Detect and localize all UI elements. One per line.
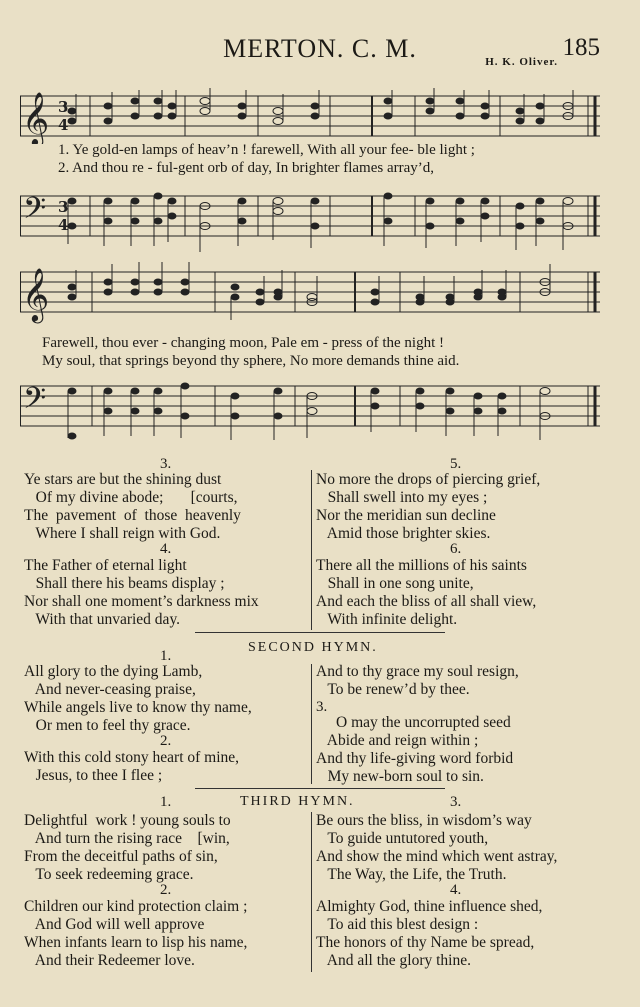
page-number: 185 <box>562 34 600 61</box>
third-hymn-heading: THIRD HYMN. <box>240 794 355 809</box>
lyric-line: My soul, that springs beyond thy sphere, No more demands thine aid. <box>42 353 460 369</box>
music-staff-bass-1 <box>20 180 605 258</box>
lyric-line: 2. And thou re - ful-gent orb of day, In brighter flames array’d, <box>58 160 434 176</box>
verse-line: Delightful work ! young souls to <box>24 812 231 829</box>
svg-text:𝄞: 𝄞 <box>22 267 50 321</box>
verse-line: And to thy grace my soul resign, <box>316 663 519 680</box>
verse-line: Abide and reign within ; <box>316 732 479 749</box>
verse-number: 1. <box>160 648 172 664</box>
verse-line: And all the glory thine. <box>316 952 471 969</box>
music-staff-treble-2 <box>20 262 605 332</box>
verse-line: Children our kind protection claim ; <box>24 898 248 915</box>
verse-line: Nor shall one moment’s darkness mix <box>24 593 259 610</box>
verse-line: Of my divine abode; [courts, <box>24 489 238 506</box>
verse-line: Shall there his beams display ; <box>24 575 225 592</box>
verse-number: 4. <box>160 541 172 557</box>
verse-line: With that unvaried day. <box>24 611 181 628</box>
verse-line: With infinite delight. <box>316 611 458 628</box>
verse-line: Amid those brighter skies. <box>316 525 491 542</box>
verse-line: O may the uncorrupted seed <box>336 714 511 731</box>
verse-line: Shall swell into my eyes ; <box>316 489 488 506</box>
verse-number: 5. <box>450 456 462 472</box>
verse-line: All glory to the dying Lamb, <box>24 663 203 680</box>
svg-text:3: 3 <box>58 198 69 216</box>
column-divider <box>311 664 312 784</box>
lyric-line: 1. Ye gold-en lamps of heav’n ! farewell, With all your fee- ble light ; <box>58 142 475 158</box>
music-staff-treble-1 <box>20 88 605 144</box>
section-rule <box>195 788 445 789</box>
verse-number: 3. <box>160 456 172 472</box>
verse-line: Ye stars are but the shining dust <box>24 471 222 488</box>
column-divider <box>311 470 312 630</box>
verse-line: The pavement of those heavenly <box>24 507 241 524</box>
svg-text:4: 4 <box>58 216 69 234</box>
verse-line: Nor the meridian sun decline <box>316 507 496 524</box>
verse-line: While angels live to know thy name, <box>24 699 252 716</box>
second-hymn-heading: SECOND HYMN. <box>248 640 378 655</box>
svg-text:𝄞: 𝄞 <box>22 91 50 144</box>
svg-text:𝄢: 𝄢 <box>23 382 47 423</box>
verse-line: Where I shall reign with God. <box>24 525 221 542</box>
verse-line: There all the millions of his saints <box>316 557 527 574</box>
verse-line: To aid this blest design : <box>316 916 479 933</box>
verse-line: And thy life-giving word forbid <box>316 750 514 767</box>
verse-line: With this cold stony heart of mine, <box>24 749 240 766</box>
verse-line: My new-born soul to sin. <box>316 768 484 785</box>
verse-number: 4. <box>450 882 462 898</box>
verse-line: And show the mind which went astray, <box>316 848 558 865</box>
tune-title: MERTON. C. M. <box>223 34 417 63</box>
column-divider <box>311 812 312 972</box>
verse-number: 3. <box>316 699 328 715</box>
verse-line: Almighty God, thine influence shed, <box>316 898 543 915</box>
verse-line: Shall in one song unite, <box>316 575 474 592</box>
verse-line: Be ours the bliss, in wisdom’s way <box>316 812 532 829</box>
music-staff-bass-2 <box>20 372 605 452</box>
verse-line: The Way, the Life, the Truth. <box>316 866 507 883</box>
lyric-line: Farewell, thou ever - changing moon, Pale em - press of the night ! <box>42 335 444 351</box>
verse-line: No more the drops of piercing grief, <box>316 471 541 488</box>
verse-line: And never-ceasing praise, <box>24 681 196 698</box>
svg-text:3: 3 <box>58 98 69 116</box>
verse-line: The Father of eternal light <box>24 557 187 574</box>
verse-line: The honors of thy Name be spread, <box>316 934 535 951</box>
verse-number: 3. <box>450 794 462 810</box>
verse-line: Jesus, to thee I flee ; <box>24 767 163 784</box>
verse-number: 1. <box>160 794 172 810</box>
verse-line: And turn the rising race [win, <box>24 830 230 847</box>
composer-name: H. K. Oliver. <box>485 56 558 68</box>
verse-line: To be renew’d by thee. <box>316 681 470 698</box>
verse-number: 2. <box>160 733 172 749</box>
verse-line: And each the bliss of all shall view, <box>316 593 537 610</box>
svg-text:𝄢: 𝄢 <box>23 192 47 233</box>
verse-line: Or men to feel thy grace. <box>24 717 191 734</box>
svg-text:4: 4 <box>58 116 69 134</box>
verse-line: From the deceitful paths of sin, <box>24 848 218 865</box>
verse-line: And their Redeemer love. <box>24 952 195 969</box>
verse-number: 2. <box>160 882 172 898</box>
verse-line: And God will well approve <box>24 916 205 933</box>
verse-line: To seek redeeming grace. <box>24 866 194 883</box>
verse-line: When infants learn to lisp his name, <box>24 934 248 951</box>
verse-line: To guide untutored youth, <box>316 830 489 847</box>
verse-number: 6. <box>450 541 462 557</box>
section-rule <box>195 632 445 633</box>
